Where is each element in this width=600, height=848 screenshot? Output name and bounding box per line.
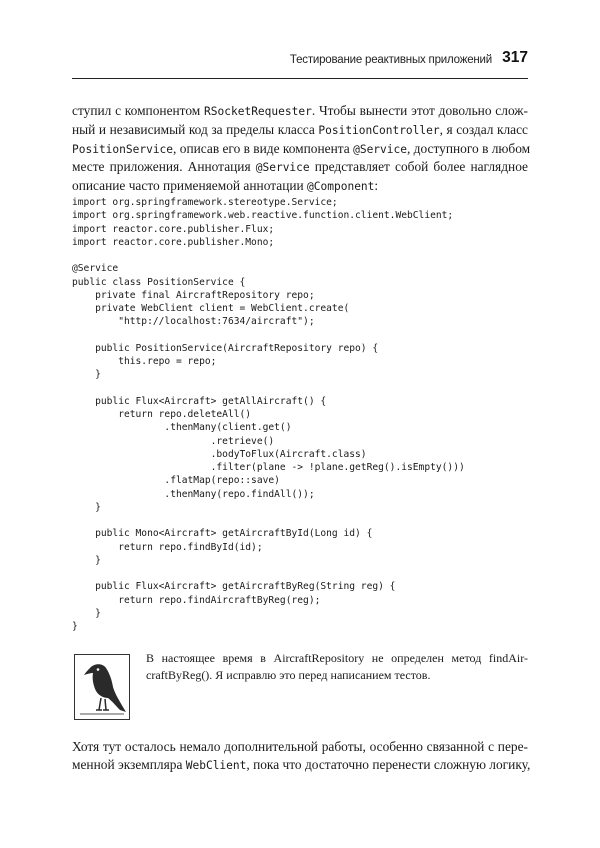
page-number: 317 xyxy=(502,49,528,66)
inline-code: PositionService xyxy=(72,142,174,156)
intro-paragraph xyxy=(72,102,531,196)
page-header xyxy=(72,48,528,79)
intro-line-1: ступил с компонентом RSocketRequester. Чтобы вынести этот довольно слож- xyxy=(72,103,529,118)
crow-icon xyxy=(74,654,130,720)
closing-line-1: Хотя тут осталось немало дополнительной работы, особенно связанной с пере- xyxy=(72,739,528,754)
inline-code: @Service xyxy=(353,142,407,156)
intro-line-4: месте приложения. Аннотация @Service представляет собой более наглядное xyxy=(72,159,528,175)
note-text xyxy=(146,650,528,684)
running-title: Тестирование реактивных приложений xyxy=(289,54,492,66)
closing-paragraph xyxy=(72,738,531,775)
note-line-2: craftByReg(). Я исправлю это перед написанием тестов. xyxy=(146,668,431,682)
note-line-1: В настоящее время в AircraftRepository не определен метод findAir- xyxy=(146,651,528,665)
closing-line-2: менной экземпляра WebClient, пока что достаточно перенести сложную логику, xyxy=(72,756,531,772)
code-listing: import org.springframework.stereotype.Service; import org.springframework.web.reactive.function.client.WebClient; import reactor.core.publisher.Flux; import reactor.core.publisher.Mono; @Service public class PositionService { private final AircraftRepository repo; private WebClient client = WebClient.create( "http://localhost:7634/aircraft"); public PositionService(AircraftRepository repo) { this.repo = repo; } public Flux<Aircraft> getAllAircraft() { return repo.deleteAll() .thenMany(client.get() .retrieve() .bodyToFlux(Aircraft.class) .filter(plane -> !plane.getReg().isEmpty())) .flatMap(repo::save) .thenMany(repo.findAll()); } public Mono<Aircraft> getAircraftById(Long id) { return repo.findById(id); } public Flux<Aircraft> getAircraftByReg(String reg) { return repo.findAircraftByReg(reg); } } xyxy=(72,197,465,632)
inline-code: @Service xyxy=(255,161,310,175)
inline-code: WebClient xyxy=(185,758,247,772)
note-block xyxy=(74,650,528,722)
inline-code: @Component xyxy=(307,180,375,194)
intro-line-2: ный и независимый код за пределы класса PositionController, я создал класс xyxy=(72,121,529,137)
inline-code: PositionController xyxy=(318,123,440,137)
inline-code: RSocketRequester xyxy=(204,105,312,118)
intro-line-3: PositionService, описав его в виде компонента @Service, доступного в любом xyxy=(72,140,531,156)
intro-line-5: описание часто применяемой аннотации @Component: xyxy=(72,178,379,194)
